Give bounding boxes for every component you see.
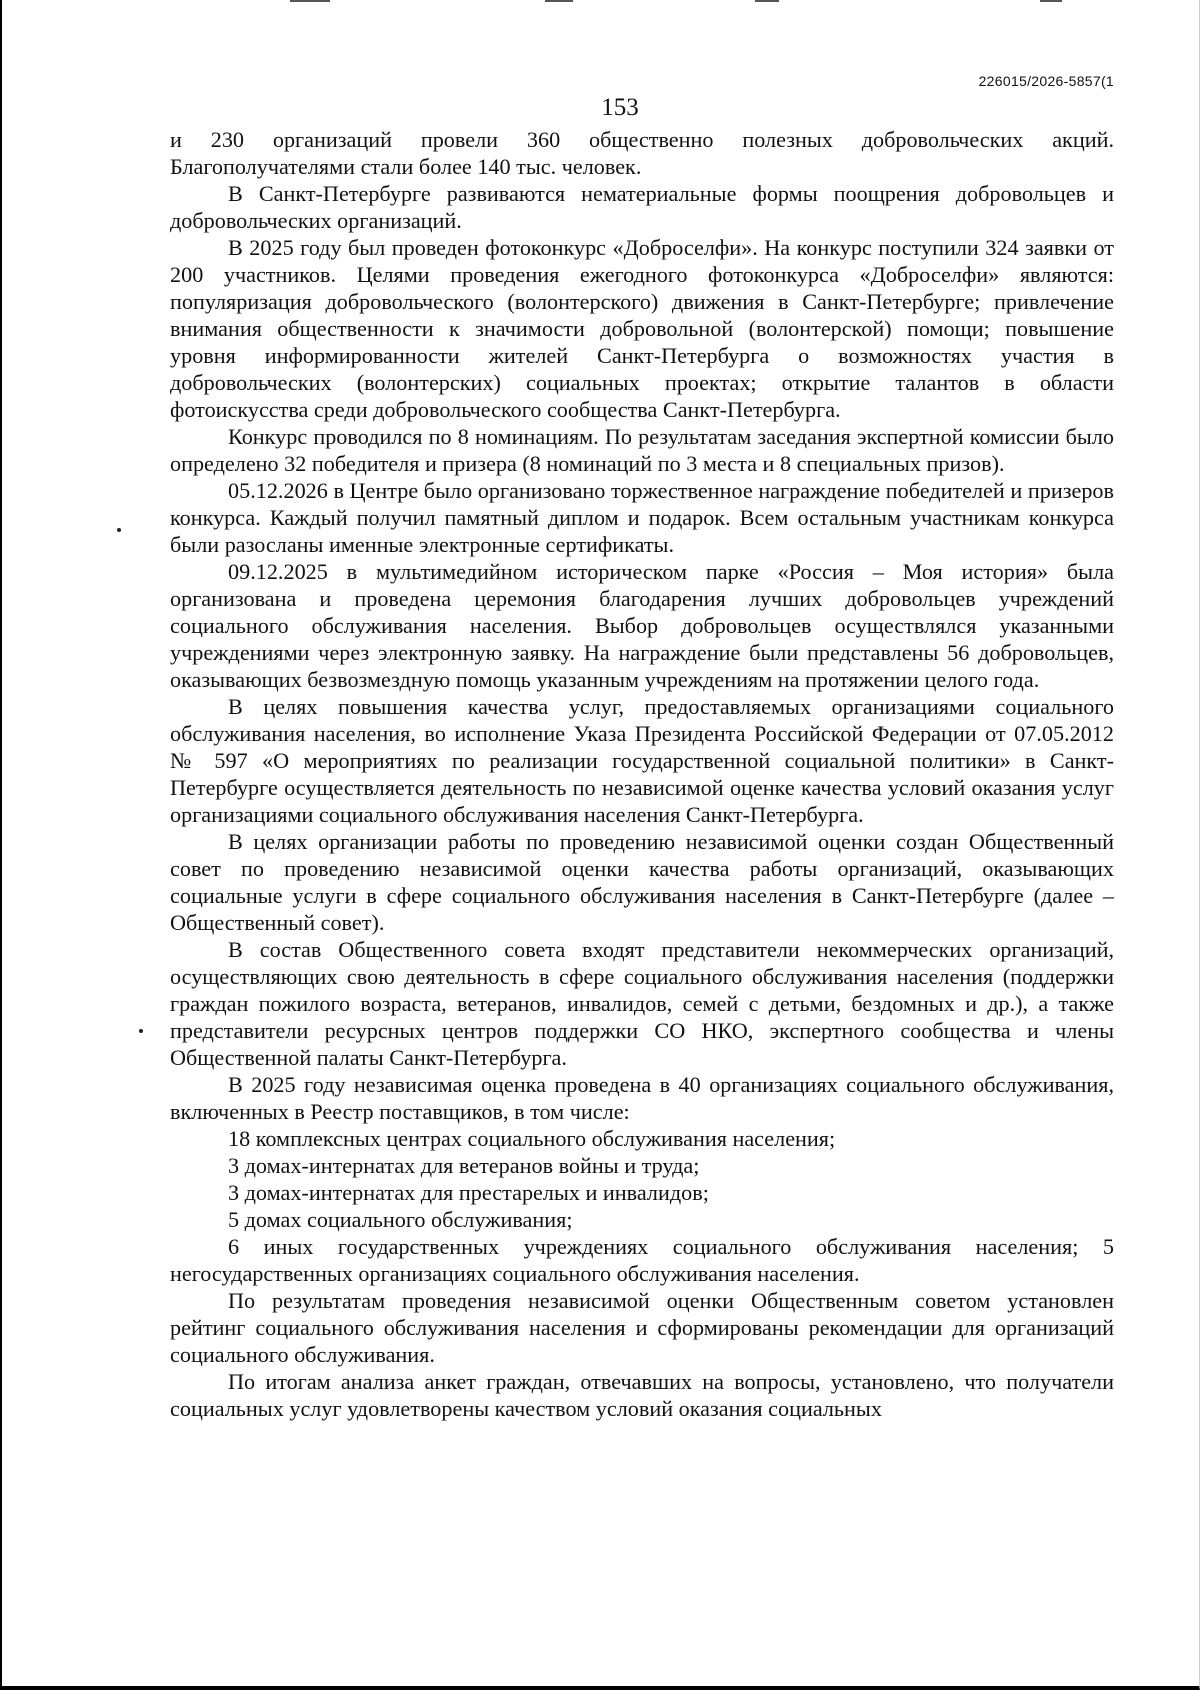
paragraph: По результатам проведения независимой оценки Общественным советом установлен рейтинг социального обслуживания населения и сформированы рекомендации для организаций социального обслуживания. [170,1288,1114,1367]
list-item: 6 иных государственных учреждениях социального обслуживания населения; 5 негосударственных организациях социального обслуживания населения. [170,1234,1114,1286]
document-registration-number: 226015/2026-5857(1 [978,73,1114,89]
scan-speck [139,1029,143,1033]
scan-artifact [545,0,573,2]
paragraph: В 2025 году был проведен фотоконкурс «Доброселфи». На конкурс поступили 324 заявки от 200 участников. Целями проведения ежегодного фотоконкурса «Доброселфи» являются: популяризация добровольческого (волонтерского) движения в Санкт-Петербурге; привлечение внимания общественности к значимости добровольной (волонтерской) помощи; повышение уровня информированности жителей Санкт-Петербурга о возможностях участия в добровольческих (волонтерских) социальных проектах; открытие талантов в области фотоискусства среди добровольческого сообщества Санкт-Петербурга. [170,235,1114,422]
list-item: 3 домах-интернатах для ветеранов войны и труда; [228,1153,700,1178]
paragraph: В 2025 году независимая оценка проведена в 40 организациях социального обслуживания, включенных в Реестр поставщиков, в том числе: [170,1072,1114,1124]
paragraph: В состав Общественного совета входят представители некоммерческих организаций, осуществляющих свою деятельность в сфере социального обслуживания населения (поддержки граждан пожилого возраста, ветеранов, инвалидов, семей с детьми, бездомных и др.), а также представители ресурсных центров поддержки СО НКО, экспертного сообщества и члены Общественной палаты Санкт-Петербурга. [170,937,1114,1070]
paragraph: В Санкт-Петербурге развиваются нематериальные формы поощрения добровольцев и добровольческих организаций. [170,181,1114,233]
paragraph: В целях повышения качества услуг, предоставляемых организациями социального обслуживания населения, во исполнение Указа Президента Российской Федерации от 07.05.2012 № 597 «О мероприятиях по реализации государственной социальной политики» в Санкт-Петербурге осуществляется деятельность по независимой оценке качества условий оказания услуг организациями социального обслуживания населения Санкт-Петербурга. [170,694,1114,827]
scan-artifact [290,0,330,2]
scan-speck [117,528,121,532]
scan-artifact [755,0,779,2]
paragraph: В целях организации работы по проведению независимой оценки создан Общественный совет по проведению независимой оценки качества работы организаций, оказывающих социальные услуги в сфере социального обслуживания населения в Санкт-Петербурге (далее – Общественный совет). [170,829,1114,935]
paragraph: и 230 организаций провели 360 общественно полезных добровольческих акций. Благополучателями стали более 140 тыс. человек. [170,127,1114,179]
scan-artifact [1040,0,1062,2]
paragraph: Конкурс проводился по 8 номинациям. По результатам заседания экспертной комиссии было определено 32 победителя и призера (8 номинаций по 3 места и 8 специальных призов). [170,424,1114,476]
page-number: 153 [601,94,639,121]
paragraph: 05.12.2026 в Центре было организовано торжественное награждение победителей и призеров конкурса. Каждый получил памятный диплом и подарок. Всем остальным участникам конкурса были разосланы именные электронные сертификаты. [170,478,1114,557]
list-item: 18 комплексных центрах социального обслуживания населения; [228,1126,836,1151]
list-item: 5 домах социального обслуживания; [228,1207,573,1232]
paragraph: 09.12.2025 в мультимедийном историческом парке «Россия – Моя история» была организована и проведена церемония благодарения лучших добровольцев учреждений социального обслуживания населения. Выбор добровольцев осуществлялся указанными учреждениями через электронную заявку. На награждение были представлены 56 добровольцев, оказывающих безвозмездную помощь указанным учреждениям на протяжении целого года. [170,559,1114,692]
paragraph: По итогам анализа анкет граждан, отвечавших на вопросы, установлено, что получатели социальных услуг удовлетворены качеством условий оказания социальных [170,1369,1114,1421]
list-item: 3 домах-интернатах для престарелых и инвалидов; [228,1180,709,1205]
document-body [170,126,1114,1422]
